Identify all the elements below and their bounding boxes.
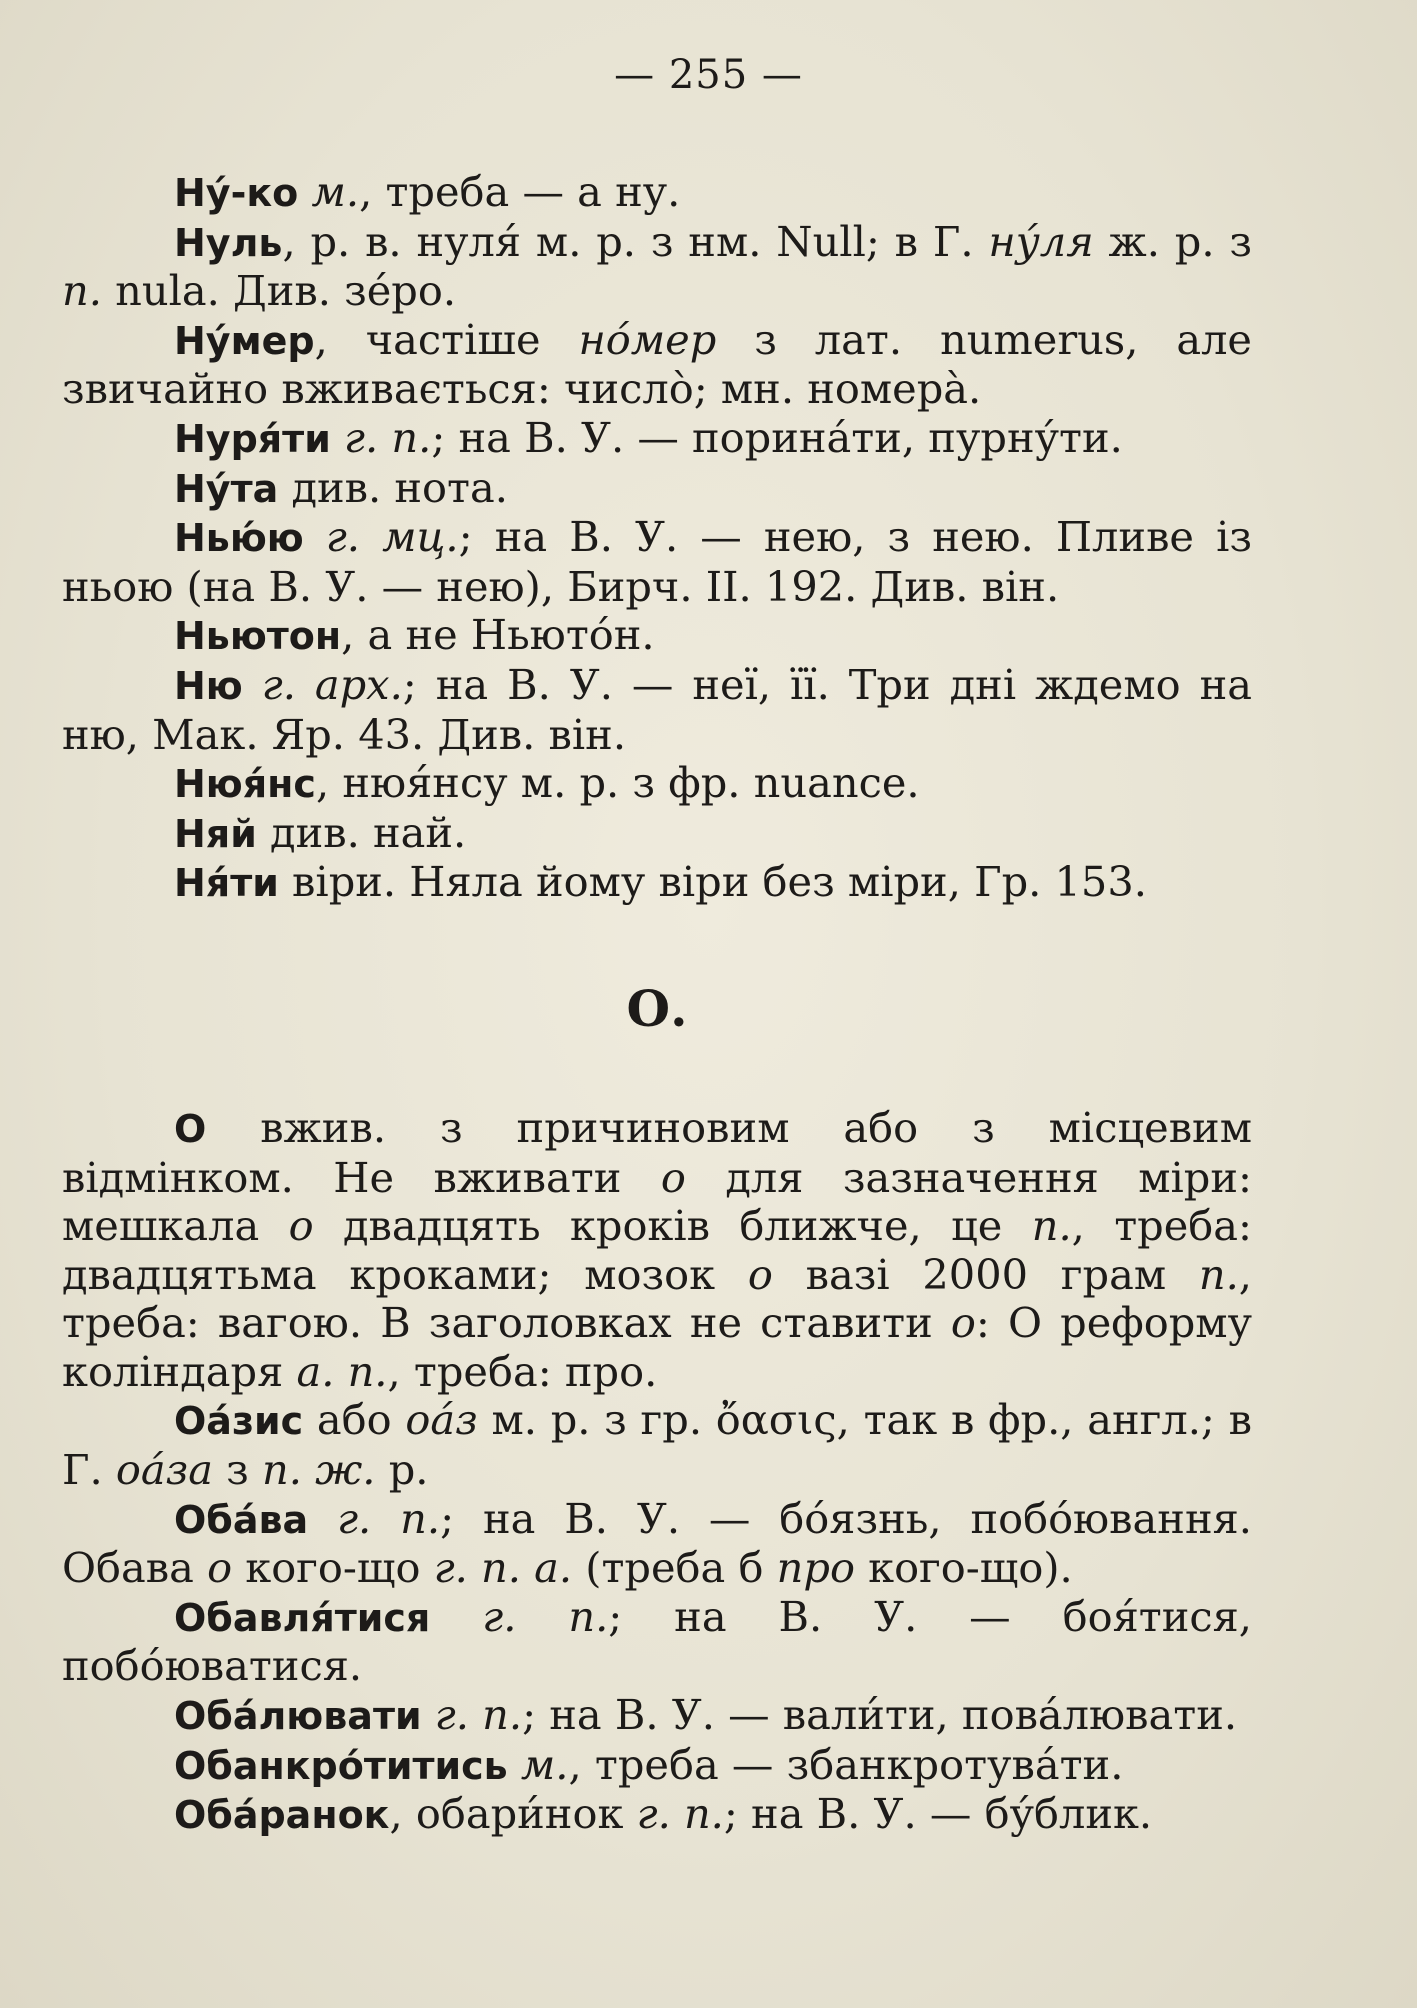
entry-obava: Оба́ва г. п.; на В. У. — бо́язнь, побо́ювання. Обава о кого-що г. п. а. (треба б про кого-що). — [62, 1493, 1252, 1593]
entry-o: О вжив. з причиновим або з місцевим відмінком. Не вживати о для зазначення міри: мешкала о двадцять кроків ближче, це п., треба: двадцятьма кроками; мозок о вазі 2000 грам п., треба: вагою. В заголовках не ставити о: О реформу коліндаря а. п., треба: про. — [62, 1102, 1253, 1396]
headword: Няй — [174, 811, 257, 856]
headword: Оба́ранок — [174, 1793, 390, 1838]
entry-oazys: Оа́зис або оа́з м. р. з гр. ὄασις, так в фр., англ.; в Г. оа́за з п. ж. р. — [62, 1395, 1252, 1495]
entry-nul: Нуль, р. в. нуля́ м. р. з нм. Null; в Г. ну́ля ж. р. з п. nula. Див. зе́ро. — [62, 216, 1252, 316]
entry-obaranok: Оба́ранок, обари́нок г. п.; на В. У. — бу́блик. — [174, 1789, 1153, 1839]
section-heading-o: О. — [626, 978, 688, 1038]
entry-obalyuvaty: Оба́лювати г. п.; на В. У. — вали́ти, пова́лювати. — [174, 1690, 1238, 1740]
headword: Оба́ва — [174, 1497, 309, 1542]
headword: Обавля́тися — [174, 1595, 431, 1640]
headword: Нюя́нс — [174, 762, 316, 807]
page-number: — 255 — — [614, 52, 803, 98]
headword: Нью́ю — [174, 516, 304, 561]
entry-nyuans: Нюя́нс, нюя́нсу м. р. з фр. nuance. — [174, 758, 920, 808]
entry-nyaty: Ня́ти віри. Няла йому віри без міри, Гр. 153. — [174, 857, 1147, 907]
dictionary-text — [62, 168, 1252, 1840]
entry-obankrotytys: Обанкро́титись м., треба — збанкротува́ти. — [174, 1739, 1124, 1789]
headword: Оа́зис — [174, 1399, 304, 1444]
headword: Оба́лювати — [174, 1694, 422, 1739]
headword: Нуря́ти — [174, 416, 331, 461]
entry-nyu: Ню г. арх.; на В. У. — неї, її. Три дні ждемо на ню, Мак. Яр. 43. Див. він. — [62, 659, 1252, 759]
headword: Нуль — [174, 220, 283, 265]
entry-nuta: Ну́та див. нота. — [174, 462, 508, 512]
entry-nyay: Няй див. най. — [174, 807, 467, 857]
entry-nu-ko: Ну́-ко м., треба — а ну. — [174, 167, 681, 216]
entry-nyoyu: Нью́ю г. мц.; на В. У. — нею, з нею. Пливе із ньою (на В. У. — нею), Бирч. II. 192. Див. він. — [62, 512, 1252, 611]
headword: Ну́-ко — [174, 171, 299, 215]
entry-nuryaty: Нуря́ти г. п.; на В. У. — порина́ти, пурну́ти. — [174, 412, 1123, 462]
headword: Ну́та — [174, 466, 279, 511]
entry-numer: Ну́мер, частіше но́мер з лат. numerus, але звичайно вживається: число̀; мн. номера̀. — [62, 314, 1252, 414]
entry-obavlyatysya: Обавля́тися г. п.; на В. У. — боя́тися, побо́юватися. — [62, 1591, 1252, 1691]
headword: Ну́мер — [174, 318, 315, 363]
headword: Ня́ти — [174, 861, 279, 906]
headword: Обанкро́титись — [174, 1743, 508, 1788]
entry-nyuton: Ньютон, а не Ньюто́н. — [174, 610, 655, 660]
headword: Ню — [174, 663, 243, 708]
headword: Ньютон — [174, 614, 342, 659]
headword: О — [174, 1106, 207, 1151]
